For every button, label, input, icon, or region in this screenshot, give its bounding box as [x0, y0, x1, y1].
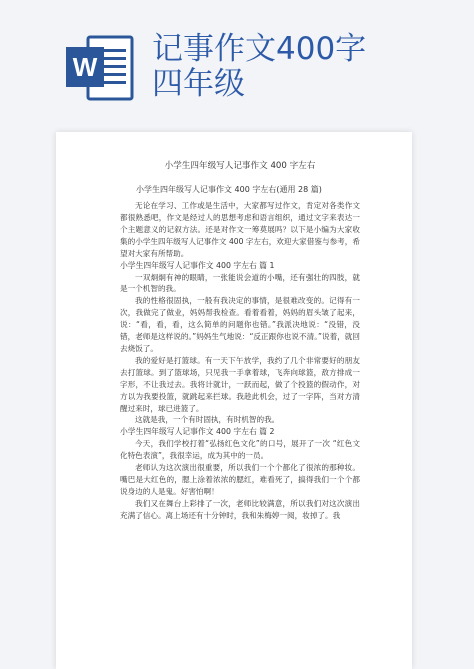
document-page: [56, 132, 412, 669]
document-content: [120, 160, 360, 522]
paragraph: 这就是我，一个有时固执，有时机智的我。: [135, 415, 280, 425]
paragraph: 老师认为这次演出很重要，所以我们一个个都化了很浓的那种妆。嘴巴是大红色的，腮上涂着浓浓的腮红，难看死了，搞得我们一个个都说身边的人是鬼。好害怕啊！: [120, 463, 360, 496]
word-document-icon: [64, 33, 136, 103]
intro-paragraph: 无论在学习、工作或是生活中，大家都写过作文，肯定对各类作文都很熟悉吧，作文是经过人的思想考虑和语言组织，通过文字来表达一个主题意义的记叙方法。还是对作文一筹莫展吗？以下是小编为大家收集的小学生四年级写人记事作文 400 字左右，欢迎大家借鉴与参考，希望对大家有所帮助。: [120, 201, 360, 258]
page-title-line2: 四年级: [152, 66, 245, 102]
section-heading-2: 小学生四年级写人记事作文 400 字左右 篇 2: [120, 427, 275, 437]
section-heading-1: 小学生四年级写人记事作文 400 字左右 篇 1: [120, 260, 275, 270]
paragraph: 我们又在舞台上彩排了一次，老师比较满意，所以我们对这次演出充满了信心。离上场还有十分钟时，我和朱梅婷一阅，妆掉了。我: [120, 498, 360, 520]
page-title: [152, 32, 452, 102]
paragraph: 今天，我们学校打着“弘扬红色文化”的口号，展开了一次 “红色文化特色表演”，我很幸运，成为其中的一员。: [120, 439, 360, 461]
paragraph: 我的爱好是打篮球。有一天下午放学，我约了几个非常要好的朋友去打篮球。到了篮球场，只见我一手拿着球，飞奔向球篮，敌方排成一字形，不让我过去。我将计就计，一跃而起，做了个投篮的假动作，对方以为我要投篮，就跳起来拦球。我趁此机会，过了一字阵，当对方清醒过来时，球已进篮了。: [120, 355, 360, 413]
document-subtitle: 小学生四年级写人记事作文 400 字左右(通用 28 篇): [136, 185, 322, 194]
page-title-line1: 记事作文400字: [152, 31, 367, 67]
paragraph: 我的性格很固执，一般有我决定的事情，是很难改变的。记得有一次，我做完了做业，妈妈帮我检查。看着看着，妈妈的眉头皱了起来，说：“看，看，看，这么简单的问题你也错。”我派决地说：“没错，没错，老师是这样说的。”妈妈生气地说：“反正跟你也说不清。”说着，就回去烧饭了。: [120, 296, 360, 353]
header: [0, 0, 474, 118]
word-letter: W: [72, 52, 98, 82]
document-title: 小学生四年级写人记事作文 400 字左右: [164, 161, 316, 171]
paragraph: 一双炯炯有神的眼睛，一张能说会道的小嘴，还有强壮的四肢，就是一个机智的我。: [120, 272, 360, 294]
